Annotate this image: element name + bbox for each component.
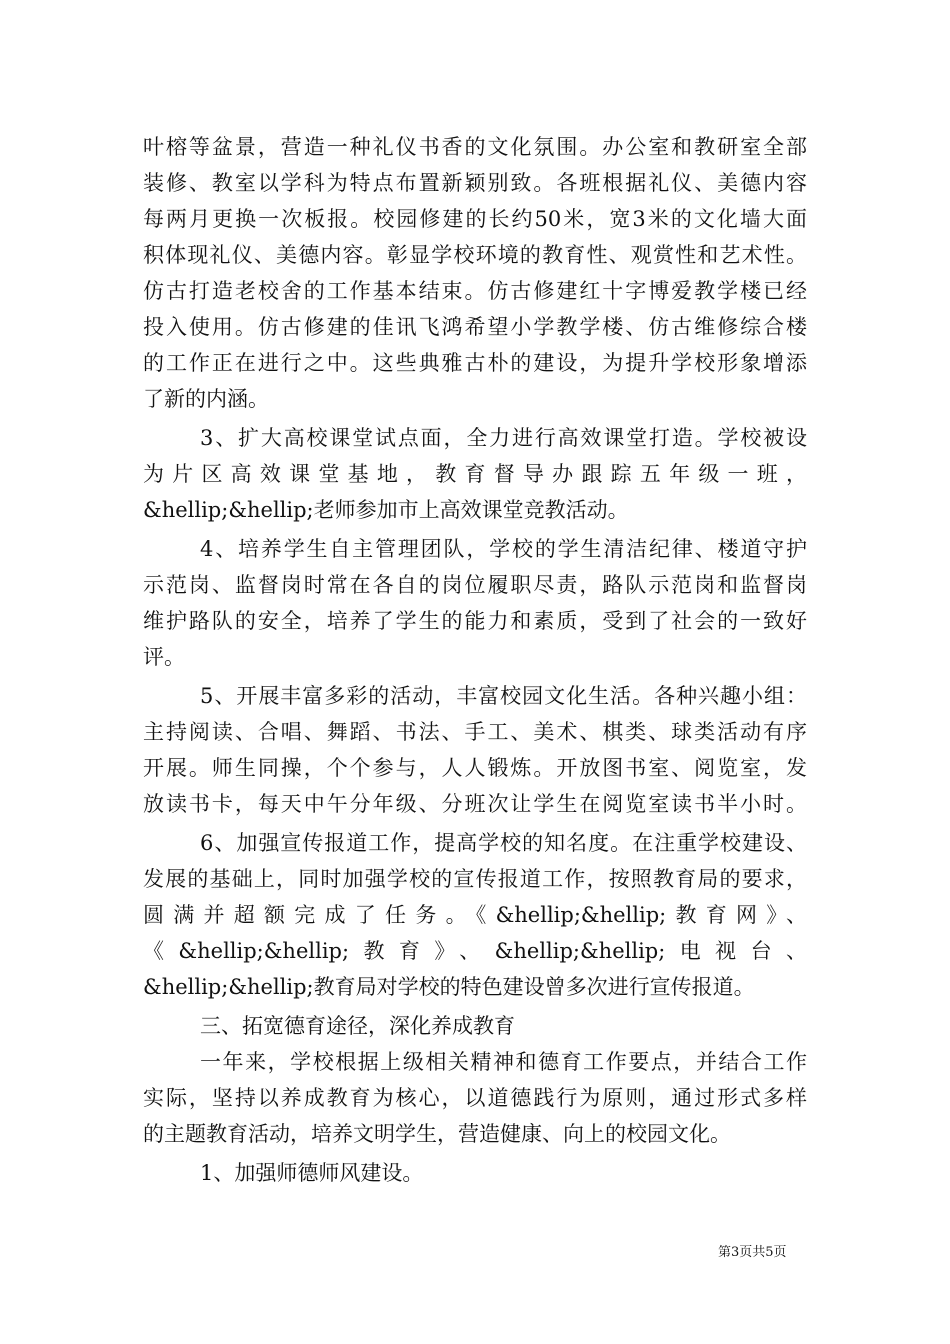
text-line: 为片区高效课堂基地，教育督导办跟踪五年级一班， [143, 462, 807, 486]
section-heading: 三、拓宽德育途径，深化养成教育 [200, 1014, 515, 1038]
page-number-footer: 第3页共5页 [718, 1245, 787, 1260]
text-line: 实际，坚持以养成教育为核心，以道德践行为原则，通过形式多样 [143, 1086, 807, 1110]
text-line: 的工作正在进行之中。这些典雅古朴的建设，为提升学校形象增添 [143, 351, 807, 375]
text-line: 一年来，学校根据上级相关精神和德育工作要点，并结合工作 [200, 1050, 807, 1074]
text-line: 示范岗、监督岗时常在各自的岗位履职尽责，路队示范岗和监督岗 [143, 573, 807, 597]
text-line: 《&hellip;&hellip;教育》、&hellip;&hellip;电视台、 [143, 939, 807, 963]
text-line: 3、扩大高校课堂试点面，全力进行高效课堂打造。学校被设 [200, 426, 807, 450]
text-line: 装修、教室以学科为特点布置新颖别致。各班根据礼仪、美德内容 [143, 171, 807, 195]
text-line: 5、开展丰富多彩的活动，丰富校园文化生活。各种兴趣小组： [200, 684, 807, 708]
text-line: 维护路队的安全，培养了学生的能力和素质，受到了社会的一致好 [143, 609, 807, 633]
text-line: 叶榕等盆景，营造一种礼仪书香的文化氛围。办公室和教研室全部 [143, 135, 807, 159]
text-line: 6、加强宣传报道工作，提高学校的知名度。在注重学校建设、 [200, 831, 807, 855]
text-line: 的主题教育活动，培养文明学生，营造健康、向上的校园文化。 [143, 1122, 731, 1146]
text-line: 1、加强师德师风建设。 [200, 1161, 424, 1185]
text-line: 放读书卡，每天中午分年级、分班次让学生在阅览室读书半小时。 [143, 792, 807, 816]
text-line: 发展的基础上，同时加强学校的宣传报道工作，按照教育局的要求， [143, 867, 807, 891]
text-line: 开展。师生同操，个个参与，人人锻炼。开放图书室、阅览室，发 [143, 756, 807, 780]
text-line: 评。 [143, 645, 185, 669]
text-line: 4、培养学生自主管理团队，学校的学生清洁纪律、楼道守护 [200, 537, 807, 561]
text-line: 仿古打造老校舍的工作基本结束。仿古修建红十字博爱教学楼已经 [143, 279, 807, 303]
text-line: &hellip;&hellip;老师参加市上高效课堂竞教活动。 [143, 498, 629, 522]
text-line: 了新的内涵。 [143, 387, 269, 411]
text-line: 圆满并超额完成了任务。《&hellip;&hellip;教育网》、 [143, 903, 807, 927]
text-line: 积体现礼仪、美德内容。彰显学校环境的教育性、观赏性和艺术性。 [143, 243, 807, 267]
text-line: 投入使用。仿古修建的佳讯飞鸿希望小学教学楼、仿古维修综合楼 [143, 315, 807, 339]
text-line: 主持阅读、合唱、舞蹈、书法、手工、美术、棋类、球类活动有序 [143, 720, 807, 744]
text-line: &hellip;&hellip;教育局对学校的特色建设曾多次进行宣传报道。 [143, 975, 755, 999]
text-line: 每两月更换一次板报。校园修建的长约50米，宽3米的文化墙大面 [143, 207, 807, 231]
